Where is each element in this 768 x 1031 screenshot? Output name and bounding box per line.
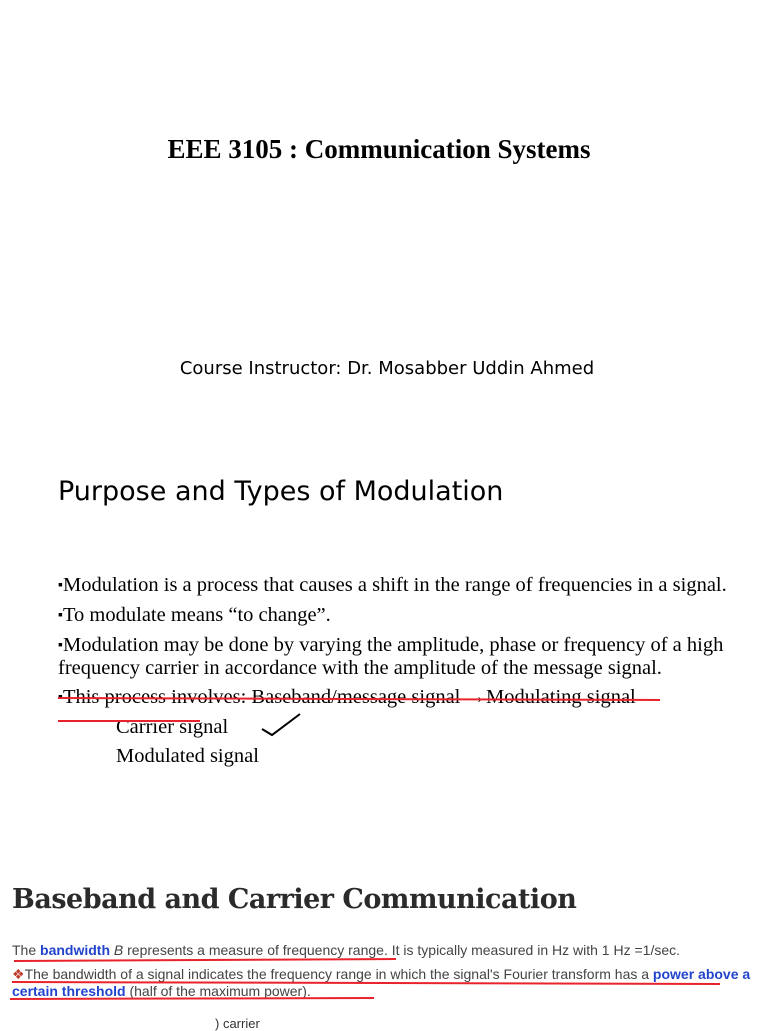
bandwidth-symbol: B (113, 942, 124, 958)
power-threshold-term: power above a certain threshold (12, 966, 751, 999)
bullet-item (58, 604, 728, 627)
text-segment: represents a measure of frequency range. It is typically measured in Hz with 1 Hz =1/sec. (123, 942, 681, 958)
bullet-square-icon: ▪ (58, 638, 63, 653)
bandwidth-term: bandwidth (40, 942, 111, 958)
bullet-item (58, 634, 728, 679)
sub-item-modulated: Modulated signal (116, 745, 259, 767)
bullet-square-icon: ▪ (58, 690, 63, 705)
red-underline (14, 959, 396, 961)
bandwidth-threshold-note (12, 966, 752, 1000)
course-instructor: Course Instructor: Dr. Mosabber Uddin Ahmed (179, 358, 595, 379)
sub-item-carrier: Carrier signal (116, 716, 229, 738)
bandwidth-definition (12, 942, 752, 959)
bullet-item (58, 574, 728, 597)
course-title: EEE 3105 : Communication Systems (167, 134, 591, 164)
bullet-text: To modulate means “to change”. (62, 604, 331, 626)
text-segment: The (12, 942, 41, 958)
bullet-text: Modulation may be done by varying the amplitude, phase or frequency of a high frequency carrier in accordance with the amplitude of the message signal. (58, 634, 724, 679)
modulation-bullet-list (58, 574, 728, 774)
text-segment: The bandwidth of a signal indicates the frequency range in which the signal's Fourier transform has a (24, 966, 653, 982)
bullet-text: This process involves: Baseband/message signal →Modulating signal (62, 686, 636, 708)
section-heading-modulation: Purpose and Types of Modulation (58, 476, 504, 507)
bullet-square-icon: ▪ (58, 578, 63, 593)
diamond-bullet-icon: ❖ (12, 966, 25, 982)
bullet-square-icon: ▪ (58, 608, 63, 623)
bullet-text: Modulation is a process that causes a shift in the range of frequencies in a signal. (62, 574, 727, 596)
text-segment: (half of the maximum power). (125, 983, 311, 999)
section-heading-baseband: Baseband and Carrier Communication (12, 884, 577, 915)
cropped-figure-label: ) carrier (215, 1016, 260, 1031)
bullet-item (58, 686, 728, 709)
